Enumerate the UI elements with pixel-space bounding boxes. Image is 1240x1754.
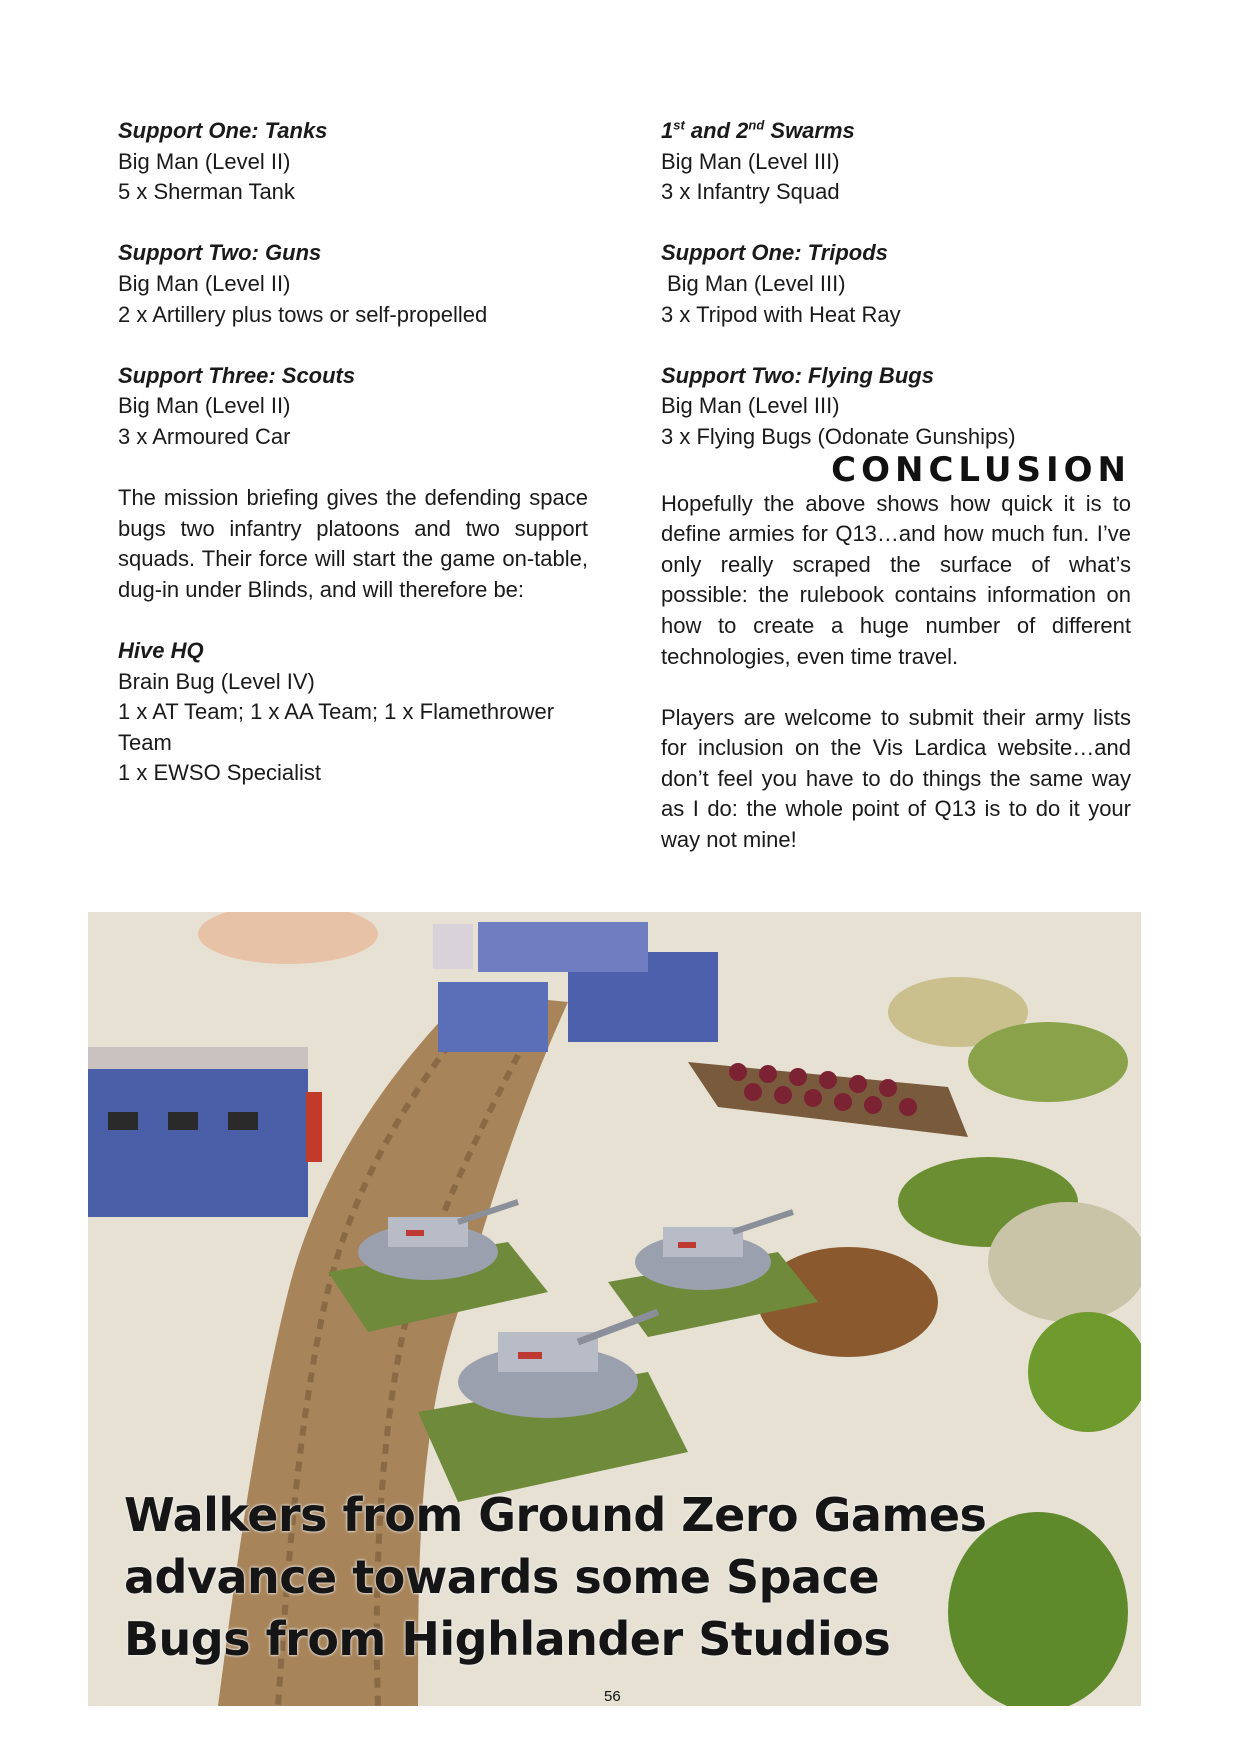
swarms-heading: 1st and 2nd Swarms bbox=[661, 117, 855, 143]
support-three-heading: Support Three: Scouts bbox=[118, 362, 356, 388]
support-three-line-1: Big Man (Level II) bbox=[118, 393, 291, 419]
caption-line-2: advance towards some Space bbox=[124, 1550, 880, 1604]
support-one-line-2: 5 x Sherman Tank bbox=[118, 179, 295, 205]
hive-hq-line-3: 1 x EWSO Specialist bbox=[118, 760, 321, 786]
support-one-heading: Support One: Tanks bbox=[118, 118, 328, 143]
right-column bbox=[661, 116, 1131, 886]
swarms-line-1: Big Man (Level III) bbox=[661, 148, 840, 174]
caption-line-3: Bugs from Highlander Studios bbox=[124, 1612, 891, 1666]
briefing-paragraph: The mission briefing gives the defending space bugs two infantry platoons and two support squads. Their force will start the game on-table, dug-in under Blinds, and will therefore be: bbox=[118, 485, 588, 602]
briefing-block bbox=[118, 483, 588, 605]
support-two-guns-block bbox=[118, 238, 588, 330]
tripods-heading: Support One: Tripods bbox=[661, 240, 888, 266]
hive-hq-heading: Hive HQ bbox=[118, 638, 204, 664]
tripods-line-2: 3 x Tripod with Heat Ray bbox=[661, 301, 901, 327]
caption-line-1: Walkers from Ground Zero Games bbox=[124, 1488, 987, 1542]
left-column bbox=[118, 116, 588, 820]
support-one-line-1: Big Man (Level II) bbox=[118, 148, 291, 174]
hive-hq-line-2: 1 x AT Team; 1 x AA Team; 1 x Flamethrower Team bbox=[118, 699, 555, 755]
support-two-flying-bugs-block bbox=[661, 361, 1131, 453]
swarms-line-2: 3 x Infantry Squad bbox=[661, 179, 840, 205]
conclusion-paragraph-2: Players are welcome to submit their army lists for inclusion on the Vis Lardica website…and don’t feel you have to do things the same way as I do: the whole point of Q13 is to do it your way not mine! bbox=[661, 704, 1131, 853]
conclusion-paragraph-2-block bbox=[661, 703, 1131, 856]
flying-bugs-line-2: 3 x Flying Bugs (Odonate Gunships) bbox=[661, 423, 1016, 449]
conclusion-title: CONCLUSION bbox=[831, 449, 1131, 490]
hive-hq-block bbox=[118, 636, 588, 789]
flying-bugs-line-1: Big Man (Level III) bbox=[661, 393, 840, 419]
support-three-scouts-block bbox=[118, 361, 588, 453]
support-three-line-2: 3 x Armoured Car bbox=[118, 423, 291, 449]
conclusion-paragraph-1: Hopefully the above shows how quick it is to define armies for Q13…and how much fun. I’ve only really scraped the surface of what’s possible: the rulebook contains information on how to create a huge number of different technologies, even time travel. bbox=[661, 490, 1131, 669]
support-one-tripods-block bbox=[661, 238, 1131, 330]
tripods-line-1: Big Man (Level III) bbox=[667, 270, 846, 296]
wargame-photo bbox=[88, 912, 1141, 1706]
support-two-line-1: Big Man (Level II) bbox=[118, 270, 291, 296]
swarms-block bbox=[661, 116, 1131, 208]
hive-hq-line-1: Brain Bug (Level IV) bbox=[118, 668, 315, 694]
support-one-tanks-block bbox=[118, 116, 588, 208]
support-two-heading: Support Two: Guns bbox=[118, 240, 322, 266]
photo-caption bbox=[124, 1484, 1024, 1670]
conclusion-paragraph-1-block bbox=[661, 489, 1131, 673]
support-two-line-2: 2 x Artillery plus tows or self-propelled bbox=[118, 301, 488, 327]
flying-bugs-heading: Support Two: Flying Bugs bbox=[661, 362, 934, 388]
page-number: 56 bbox=[604, 1688, 621, 1705]
